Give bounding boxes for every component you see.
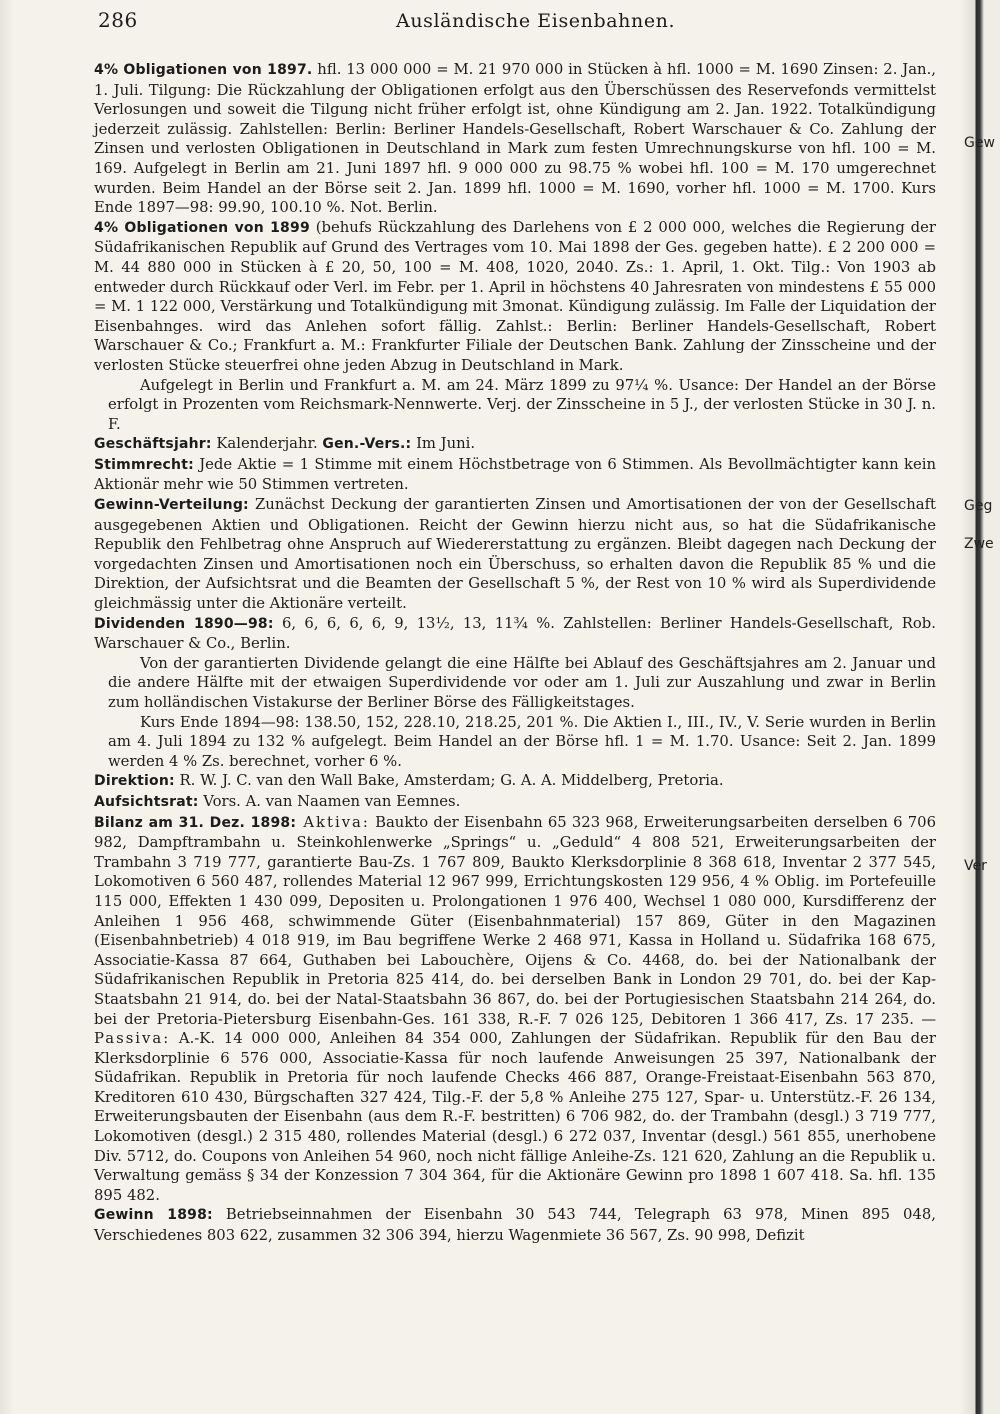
paragraph-text: Aufgelegt in Berlin und Frankfurt a. M. am 24. März 1899 zu 97¼ %. Usance: Der Handel an der Börse erfolgt in Prozenten vom Reichsmark-Nennwerte. Verj. der Zinsscheine in 5 J., der verlosten Stücke in 30 J. n. F. [108,376,936,433]
adjacent-page-margin [960,0,1000,1414]
paragraph-text: hfl. 13 000 000 = M. 21 970 000 in Stücken à hfl. 1000 = M. 1690 Zinsen: 2. Jan., 1. Juli. Tilgung: Die Rückzahlung der Obligationen erfolgt aus den Überschüssen des Reservefonds vermittelst Verlosungen und soweit die Tilgung nicht früher erfolgt ist, ohne Kündigung am 2. Jan. 1922. Totalkündigung jederzeit zulässig. Zahlstellen: Berlin: Berliner Handels-Gesellschaft, Robert Warschauer & Co. Zahlung der Zinsen und verlosten Obligationen in Deutschland in Mark zum festen Umrechnungskurse von hfl. 100 = M. 169. Aufgelegt in Berlin am 21. Juni 1897 hfl. 9 000 000 zu 98.75 % wobei hfl. 100 = M. 170 umgerechnet wurden. Beim Handel an der Börse seit 2. Jan. 1899 hfl. 1000 = M. 1690, vorher hfl. 1000 = M. 1700. Kurs Ende 1897—98: 99.90, 100.10 %. Not. Berlin. [94,61,936,217]
paragraph-aufgelegt [94,376,936,435]
section-heading: 4% Obligationen von 1899 [94,219,310,236]
margin-note: Gew [964,135,995,151]
paragraph-text: Kalenderjahr. [211,435,323,453]
paragraph-obligationen-1897 [94,60,936,218]
page-header [96,6,946,36]
paragraph-bilanz [94,813,936,1206]
paragraph-text: (behufs Rückzahlung des Darlehens von £ 2 000 000, welches die Regierung der Südafrikanischen Republik auf Grund des Vertrages vom 10. Mai 1898 der Ges. gegeben hatte). £ 2 200 000 = M. 44 880 000 in Stücken à £ 20, 50, 100 = M. 408, 1020, 2040. Zs.: 1. April, 1. Okt. Tilg.: Von 1903 ab entweder durch Rückkauf oder Verl. im Febr. per 1. April in höchstens 40 Jahresraten von mindestens £ 55 000 = M. 1 122 000, Verstärkung und Totalkündigung mit 3monat. Kündigung zulässig. Im Falle der Liquidation der Eisenbahnges. wird das Anlehen sofort fällig. Zahlst.: Berlin: Berliner Handels-Gesellschaft, Robert Warschauer & Co.; Frankfurt a. M.: Frankfurter Filiale der Deutschen Bank. Zahlung der Zinsscheine und der verlosten Stücke steuerfrei ohne jeden Abzug in Deutschland in Mark. [94,218,936,374]
section-heading: Geschäftsjahr: [94,436,212,453]
paragraph-text: Betriebseinnahmen der Eisenbahn 30 543 744, Telegraph 63 978, Minen 895 048, Verschiedenes 803 622, zusammen 32 306 394, hierzu Wagenmiete 36 567, Zs. 90 998, Defizit [94,1206,936,1245]
page-number: 286 [98,8,138,32]
section-heading: 4% Obligationen von 1897. [94,62,313,78]
aktiva-label: Aktiva: [296,813,370,831]
passiva-label: Passiva: [94,1030,171,1048]
paragraph-direktion [94,771,936,792]
paragraph-text: R. W. J. C. van den Wall Bake, Amsterdam; G. A. A. Middelberg, Pretoria. [174,772,724,790]
margin-note: Zwe [964,536,994,552]
paragraph-text: Zunächst Deckung der garantierten Zinsen und Amortisationen der von der Gesellschaft ausgegebenen Aktien und Obligationen. Reicht der Gewinn hierzu nicht aus, so hat die Südafrikanische Republik den Fehlbetrag ohne Anspruch auf Wiedererstattung zu ergänzen. Bleibt dagegen nach Deckung der vorgedachten Zinsen und Amortisationen noch ein Überschuss, so erhalten davon die Republik 85 % und die Direktion, der Aufsichtsrat und die Beamten der Gesellschaft 5 %, der Rest von 10 % wird als Superdividende gleichmässig unter die Aktionäre verteilt. [94,496,936,613]
paragraph-gewinn [94,1205,936,1245]
paragraph-geschaeftsjahr [94,434,936,455]
margin-note: Geg [964,498,993,514]
paragraph-text: Vors. A. van Naamen van Eemnes. [198,792,461,810]
paragraph-text: Kurs Ende 1894—98: 138.50, 152, 228.10, 218.25, 201 %. Die Aktien I., III., IV., V. Serie wurden in Berlin am 4. Juli 1894 zu 132 % aufgelegt. Beim Handel an der Börse hfl. 1 = M. 1.70. Usance: Seit 2. Jan. 1899 werden 4 % Zs. berechnet, vorher 6 %. [108,713,936,770]
section-heading: Bilanz am 31. Dez. 1898: [94,814,297,831]
section-heading: Gen.-Vers.: [322,436,412,453]
paragraph-text: 6, 6, 6, 6, 6, 9, 13½, 13, 11¾ %. Zahlstellen: Berliner Handels-Gesellschaft, Rob. Warschauer & Co., Berlin. [94,614,936,653]
paragraph-text: Im Juni. [411,435,476,453]
section-heading: Gewinn-Verteilung: [94,497,249,514]
margin-note: Ver [964,858,987,874]
running-title: Ausländische Eisenbahnen. [396,10,676,32]
section-heading: Gewinn 1898: [94,1207,213,1224]
paragraph-text: A.-K. 14 000 000, Anleihen 84 354 000, Zahlungen der Südafrikan. Republik für den Bau der Klerksdorplinie 6 576 000, Associatie-Kassa für noch laufende Anweisungen 25 397, Nationalbank der Südafrikan. Republik in Pretoria für noch laufende Checks 466 887, Orange-Freistaat-Eisenbahn 563 870, Kreditoren 610 430, Bürgschaften 327 424, Tilg.-F. der 5,8 % Anleihe 275 127, Spar- u. Unterstütz.-F. 26 134, Erweiterungsbauten der Eisenbahn (aus dem R.-F. bestritten) 6 706 982, do. der Trambahn (desgl.) 3 719 777, Lokomotiven (desgl.) 2 315 480, rollendes Material (desgl.) 6 272 037, Inventar (desgl.) 561 855, unerhobene Div. 5712, do. Coupons von Anleihen 54 960, noch nicht fällige Anleihe-Zs. 121 620, Zahlung an die Republik u. Verwaltung gemäss § 34 der Konzession 7 304 364, für die Aktionäre Gewinn pro 1898 1 607 418. Sa. hfl. 135 895 482. [94,1030,936,1204]
paragraph-garantierte-dividende [94,654,936,713]
paragraph-text: Von der garantierten Dividende gelangt die eine Hälfte bei Ablauf des Geschäftsjahres am 2. Januar und die andere Hälfte mit der etwaigen Superdividende vor oder am 1. Juli zur Auszahlung und zwar in Berlin zum holländischen Vistakurse der Berliner Börse des Fälligkeitstages. [108,654,936,711]
paragraph-text: Jede Aktie = 1 Stimme mit einem Höchstbetrage von 6 Stimmen. Als Bevollmächtigter kann kein Aktionär mehr wie 50 Stimmen vertreten. [94,455,936,494]
body-text [94,60,936,1246]
section-heading: Direktion: [94,773,175,790]
paragraph-gewinn-verteilung [94,495,936,614]
paragraph-stimmrecht [94,455,936,495]
paragraph-kurs [94,713,936,772]
paragraph-aufsichtsrat [94,792,936,813]
section-heading: Dividenden 1890—98: [94,615,274,632]
paragraph-text: Baukto der Eisenbahn 65 323 968, Erweiterungsarbeiten derselben 6 706 982, Dampftrambahn u. Steinkohlenwerke „Springs“ u. „Geduld“ 4 808 521, Erweiterungsarbeiten der Trambahn 3 719 777, garantierte Bau-Zs. 1 767 809, Baukto Klerksdorplinie 8 368 618, Inventar 2 377 545, Lokomotiven 6 560 487, rollendes Material 12 967 999, Errichtungskosten 129 956, 4 % Oblig. im Portefeuille 115 000, Effekten 1 430 099, Depositen u. Prolongationen 1 976 400, Wechsel 1 080 000, Kursdifferenz der Anleihen 1 956 468, schwimmende Güter (Eisenbahnmaterial) 157 869, Güter in den Magazinen (Eisenbahnbetrieb) 4 018 919, im Bau begriffene Werke 2 468 971, Kassa in Holland u. Südafrika 168 675, Associatie-Kassa 87 664, Guthaben bei Labouchère, Oijens & Co. 4468, do. bei der Nationalbank der Südafrikanischen Republik in Pretoria 825 414, do. bei derselben Bank in London 29 701, do. bei der Kap-Staatsbahn 21 914, do. bei der Natal-Staatsbahn 36 867, do. bei der Portugiesischen Staatsbahn 214 264, do. bei der Pretoria-Pietersburg Eisenbahn-Ges. 161 338, R.-F. 7 026 125, Debitoren 1 366 417, Zs. 17 235. — [94,813,936,1028]
paragraph-obligationen-1899 [94,218,936,376]
section-heading: Stimmrecht: [94,456,194,473]
section-heading: Aufsichtsrat: [94,793,199,810]
paragraph-dividenden [94,614,936,654]
